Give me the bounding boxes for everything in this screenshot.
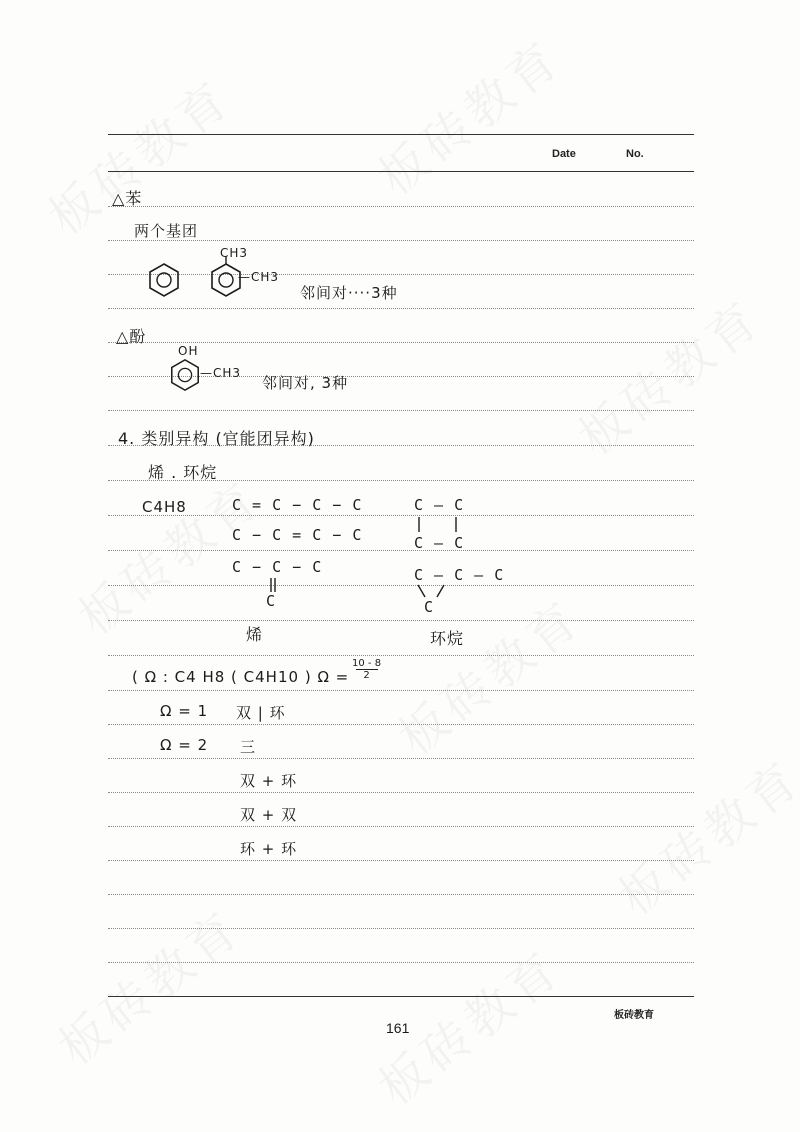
- ruled-line: [108, 690, 694, 691]
- watermark: [602, 741, 800, 928]
- ruled-line: [108, 171, 694, 172]
- footer-brand: 板砖教育: [614, 1010, 654, 1021]
- benzene-heading: △苯: [112, 189, 143, 208]
- alkene-structure-1: C = C − C − C: [232, 496, 363, 514]
- ruled-line: [108, 274, 694, 275]
- ruled-line: [108, 792, 694, 793]
- alkene-structure-2: C − C = C − C: [232, 526, 363, 544]
- cyclopropane-bottom: C: [424, 598, 435, 616]
- omega-2-option-a: 双 + 环: [240, 772, 298, 790]
- xylene-top-methyl: CH3: [220, 246, 249, 260]
- benzene-ring-structure: [146, 262, 182, 298]
- ruled-line: [108, 585, 694, 586]
- alkene-label: 烯: [246, 625, 264, 644]
- omega-1-value: 双 | 环: [236, 704, 286, 722]
- benzene-subtitle: 两个基团: [134, 222, 199, 240]
- watermark: [382, 581, 595, 768]
- ruled-line: [108, 342, 694, 343]
- alkene-double-bond: [268, 578, 278, 592]
- ruled-line: [108, 410, 694, 411]
- cycloalkane-label: 环烷: [430, 629, 465, 648]
- cresol-ring-structure: [168, 358, 202, 392]
- cyclopropane-top: C — C — C: [414, 566, 505, 584]
- watermark: [362, 21, 575, 208]
- phenol-hydroxyl-label: OH: [178, 344, 199, 358]
- omega-2-option-b: 双 + 双: [240, 806, 298, 824]
- no-label: No.: [626, 148, 644, 160]
- ruled-line: [108, 860, 694, 861]
- unsaturation-fraction: [352, 658, 381, 681]
- watermark: [42, 891, 255, 1078]
- phenol-isomer-count: 邻间对, 3种: [262, 374, 349, 392]
- phenol-methyl-label: —CH3: [200, 366, 242, 380]
- cyclobutane-sides: [416, 516, 460, 534]
- ruled-line: [108, 962, 694, 963]
- page-number: 161: [386, 1020, 410, 1036]
- ruled-line: [108, 928, 694, 929]
- top-rule: [108, 134, 694, 135]
- omega-2-value: 三: [240, 738, 257, 756]
- ruled-line: [108, 758, 694, 759]
- xylene-side-methyl: —CH3: [238, 270, 280, 284]
- alkene-branch-carbon: C: [266, 592, 277, 610]
- unsaturation-formula: ( Ω : C4 H8 ( C4H10 ) Ω =: [132, 668, 350, 686]
- section-4-subtitle: 烯 . 环烷: [148, 463, 218, 482]
- cyclobutane-bottom: C — C: [414, 534, 465, 552]
- omega-2-key: Ω = 2: [160, 736, 209, 754]
- ruled-line: [108, 550, 694, 551]
- ruled-line: [108, 826, 694, 827]
- molecular-formula: C4H8: [142, 498, 187, 516]
- ruled-line: [108, 515, 694, 516]
- ruled-line: [108, 894, 694, 895]
- omega-2-option-c: 环 + 环: [240, 840, 298, 858]
- ruled-line: [108, 620, 694, 621]
- fraction-denominator: 2: [363, 670, 370, 681]
- date-label: Date: [552, 148, 576, 160]
- section-4-heading: 4. 类别异构 (官能团异构): [118, 429, 315, 448]
- fraction-numerator: 10 - 8: [352, 658, 382, 669]
- ruled-line: [108, 308, 694, 309]
- benzene-isomer-count: 邻间对····3种: [300, 284, 398, 302]
- alkene-structure-3: C − C − C: [232, 558, 323, 576]
- bottom-rule: [108, 996, 694, 997]
- cyclobutane-top: C — C: [414, 496, 465, 514]
- ruled-line: [108, 206, 694, 207]
- omega-1-key: Ω = 1: [160, 702, 209, 720]
- ruled-line: [108, 724, 694, 725]
- phenol-heading: △酚: [116, 327, 147, 346]
- ruled-line: [108, 655, 694, 656]
